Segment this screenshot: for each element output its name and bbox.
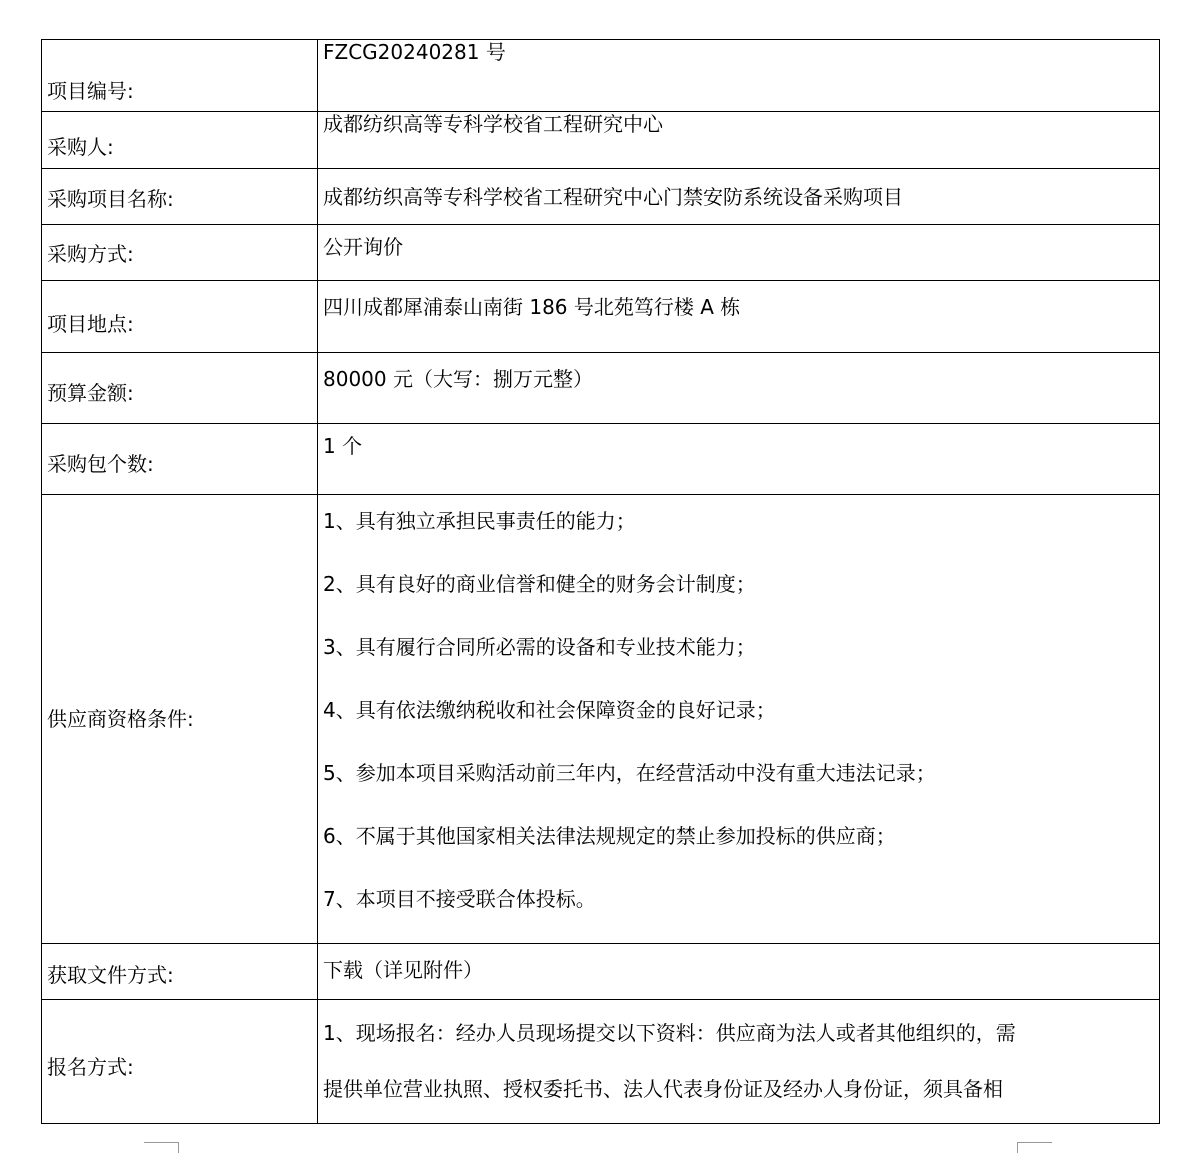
project-name-label: 采购项目名称: bbox=[42, 169, 318, 225]
qualification-item: 6、不属于其他国家相关法律法规规定的禁止参加投标的供应商； bbox=[323, 824, 896, 848]
qualification-item: 4、具有依法缴纳税收和社会保障资金的良好记录； bbox=[323, 698, 776, 722]
project-name-value: 成都纺织高等专科学校省工程研究中心门禁安防系统设备采购项目 bbox=[318, 169, 1160, 225]
location-label: 项目地点: bbox=[42, 281, 318, 353]
row-purchaser bbox=[42, 112, 1160, 169]
packages-label: 采购包个数: bbox=[42, 424, 318, 495]
row-registration bbox=[42, 1000, 1160, 1124]
qualification-item: 5、参加本项目采购活动前三年内，在经营活动中没有重大违法记录； bbox=[323, 761, 936, 785]
project-no-label: 项目编号: bbox=[42, 40, 318, 112]
project-no-value: FZCG20240281 号 bbox=[318, 40, 1160, 112]
budget-label: 预算金额: bbox=[42, 353, 318, 424]
row-project-name bbox=[42, 169, 1160, 225]
page-corner-mark-left bbox=[144, 1142, 179, 1153]
qualification-item: 3、具有履行合同所必需的设备和专业技术能力； bbox=[323, 635, 756, 659]
qualification-item: 7、本项目不接受联合体投标。 bbox=[323, 887, 596, 911]
row-packages bbox=[42, 424, 1160, 495]
method-label: 采购方式: bbox=[42, 225, 318, 281]
qualifications-label: 供应商资格条件: bbox=[42, 495, 318, 944]
qualification-item: 1、具有独立承担民事责任的能力； bbox=[323, 509, 636, 533]
documents-value: 下载（详见附件） bbox=[318, 944, 1160, 1000]
row-budget bbox=[42, 353, 1160, 424]
row-documents bbox=[42, 944, 1160, 1000]
budget-value: 80000 元（大写：捌万元整） bbox=[318, 353, 1160, 424]
location-value: 四川成都犀浦泰山南街 186 号北苑笃行楼 A 栋 bbox=[318, 281, 1160, 353]
registration-line: 1、现场报名：经办人员现场提交以下资料：供应商为法人或者其他组织的，需 bbox=[323, 1021, 1016, 1045]
qualifications-list bbox=[318, 495, 1160, 944]
row-qualifications bbox=[42, 495, 1160, 944]
purchaser-value: 成都纺织高等专科学校省工程研究中心 bbox=[318, 112, 1160, 169]
row-method bbox=[42, 225, 1160, 281]
registration-line: 提供单位营业执照、授权委托书、法人代表身份证及经办人身份证，须具备相 bbox=[323, 1077, 1003, 1101]
purchaser-label: 采购人: bbox=[42, 112, 318, 169]
documents-label: 获取文件方式: bbox=[42, 944, 318, 1000]
qualification-item: 2、具有良好的商业信誉和健全的财务会计制度； bbox=[323, 572, 756, 596]
method-value: 公开询价 bbox=[318, 225, 1160, 281]
registration-value bbox=[318, 1000, 1160, 1124]
procurement-info-table bbox=[41, 39, 1160, 1124]
row-project-no bbox=[42, 40, 1160, 112]
row-location bbox=[42, 281, 1160, 353]
packages-value: 1 个 bbox=[318, 424, 1160, 495]
registration-label: 报名方式: bbox=[42, 1000, 318, 1124]
page-corner-mark-right bbox=[1017, 1142, 1052, 1153]
